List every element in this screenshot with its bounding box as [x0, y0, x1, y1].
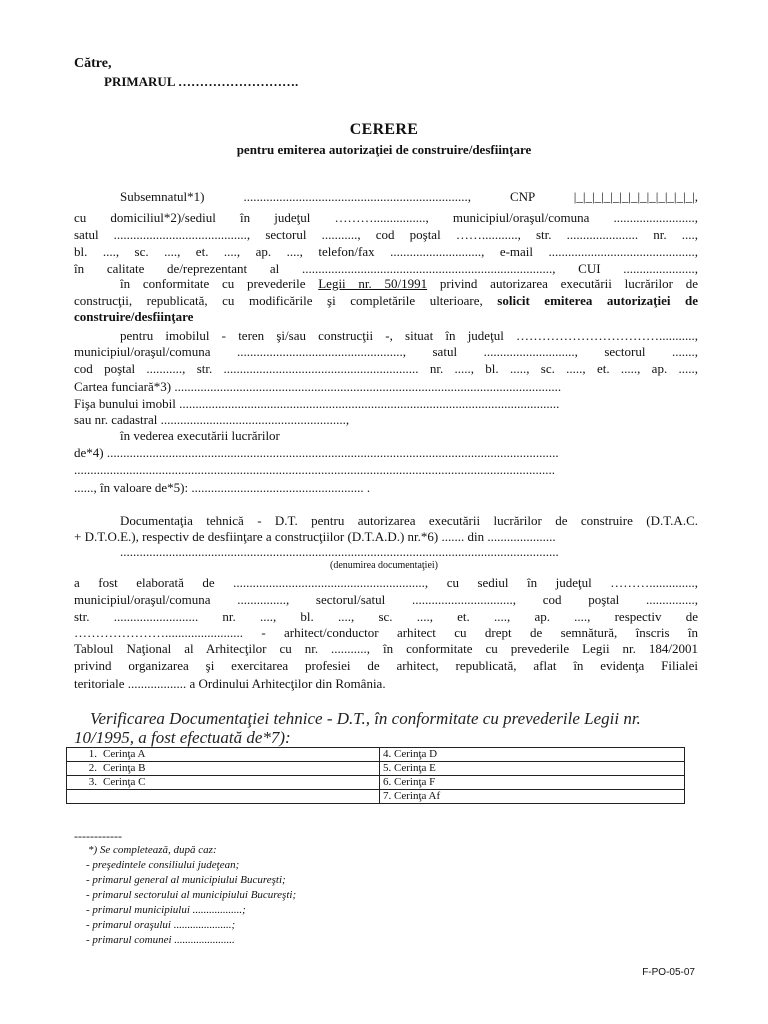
doc-line-7: …………………........................ - arhitect/conductor arhitect cu drept de semnătură, înscris în: [74, 625, 698, 640]
requirement-right-cell: 5. Cerinţa E: [380, 762, 685, 776]
legal-text-a: în conformitate cu prevederile: [120, 276, 306, 291]
applicant-line-1: Subsemnatul*1) ....................................................................., CNP |_|_|_|_|_|_|_|_|_|_|_|_|_|,: [120, 189, 698, 204]
mayor-line: [104, 74, 298, 90]
legal-text-b: privind autorizarea executării lucrărilor de: [439, 276, 698, 291]
property-line-2: municipiul/oraşul/comuna ..................................................., satul ............................, sectorul .......,: [74, 344, 698, 359]
requirements-table: [66, 747, 685, 804]
doc-line-4: a fost elaborată de ..........................................................., cu sediul în judeţul ………..............,: [74, 575, 698, 590]
requirement-left-cell: [67, 762, 380, 776]
applicant-line-4: bl. ...., sc. ...., et. ...., ap. ...., telefon/fax ............................, e-mail .............................................,: [74, 244, 698, 259]
applicant-line-2: cu domiciliul*2)/sediul în judeţul ………................, municipiul/oraşul/comuna .........................,: [74, 210, 698, 225]
works-line-4: ......, în valoare de*5): ..................................................... .: [74, 480, 371, 495]
requirement-right-cell: 7. Cerinţa Af: [380, 790, 685, 804]
doc-line-10: teritoriale .................. a Ordinului Arhitecţilor din România.: [74, 676, 386, 691]
footnote-item: - primarul general al municipiului Bucureşti;: [86, 874, 286, 886]
table-row: [67, 790, 685, 804]
requirement-right-cell: 6. Cerinţa F: [380, 776, 685, 790]
document-title: CERERE: [349, 121, 419, 138]
table-row: [67, 762, 685, 776]
doc-line-9: privind organizarea şi exercitarea profesiei de arhitect, republicată, aflat în evidenţa Filialei: [74, 658, 698, 673]
works-line-2: de*4) ...........................................................................................................................................: [74, 445, 559, 460]
property-line-1: pentru imobilul - teren şi/sau construcţii -, situat în judeţul ……………………………...........,: [120, 328, 698, 343]
footnote-item: - preşedintele consiliului judeţean;: [86, 859, 240, 871]
requirement-number: 3.: [88, 776, 97, 788]
verification-heading-line-1: Verificarea Documentaţiei tehnice - D.T., în conformitate cu prevederile Legii nr.: [90, 709, 641, 728]
legal-text-c: construcţii, republicată, cu modificările şi completările ulterioare,: [74, 293, 483, 308]
requirement-label: Cerinţa A: [103, 748, 146, 760]
verification-heading-line-2: 10/1995, a fost efectuată de*7):: [74, 728, 291, 747]
requirement-label: Cerinţa C: [103, 776, 146, 788]
requirement-number: 2.: [88, 762, 97, 774]
property-line-3: cod poştal ..........., str. ............................................................ nr. ....., bl. ....., sc. ....., et. ....., ap. .....,: [74, 361, 698, 376]
requirement-number: 1.: [88, 748, 97, 760]
requirement-left-cell: [67, 776, 380, 790]
property-line-5: Fişa bunului imobil .....................................................................................................................: [74, 396, 560, 411]
doc-line-8: Tabloul Naţional al Arhitecţilor cu nr. ..........., în conformitate cu prevederile Legii nr. 184/2001: [74, 641, 698, 656]
applicant-line-5: în calitate de/reprezentant al ............................................................................., CUI ......................,: [74, 261, 698, 276]
table-row: [67, 748, 685, 762]
document-subtitle: pentru emiterea autorizaţiei de construire/desfiinţare: [236, 142, 532, 157]
recipient-label: Către,: [74, 56, 112, 71]
law-50-1991-reference: Legii nr. 50/1991: [318, 276, 428, 291]
footnote-item: - primarul oraşului .....................;: [86, 919, 236, 931]
doc-line-2: + D.T.O.E.), respectiv de desfiinţare a construcţiilor (D.T.A.D.) nr.*6) ....... din .....................: [74, 529, 556, 544]
requirement-left-cell: [67, 790, 380, 804]
doc-line-5: municipiul/oraşul/comuna ..............., sectorul/satul ..............................., cod poştal ...............,: [74, 592, 698, 607]
property-line-6: sau nr. cadastral .........................................................,: [74, 412, 350, 427]
legal-line-1: [120, 276, 698, 292]
form-code: F-PO-05-07: [642, 967, 695, 978]
requirement-right-cell: 4. Cerinţa D: [380, 748, 685, 762]
requirement-left-cell: [67, 748, 380, 762]
doc-line-3: .......................................................................................................................................: [120, 544, 559, 559]
doc-name-caption: (denumirea documentaţiei): [329, 560, 438, 571]
mayor-label: PRIMARUL ……………………….: [104, 74, 299, 89]
works-line-3: ....................................................................................................................................................: [74, 462, 555, 477]
footnote-intro: *) Se completează, după caz:: [88, 844, 217, 856]
table-row: [67, 776, 685, 790]
applicant-line-3: satul ........................................., sectorul ..........., cod poştal ……..........., str. ...................... nr. ....,: [74, 227, 698, 242]
doc-line-6: str. .......................... nr. ...., bl. ...., sc. ...., et. ...., ap. ...., respectiv de: [74, 609, 698, 624]
legal-line-3: construire/desfiinţare: [74, 309, 194, 324]
works-line-1: în vederea executării lucrărilor: [120, 428, 280, 443]
footnote-separator: ------------: [74, 829, 122, 843]
footnote-item: - primarul sectorului al municipiului Bucureşti;: [86, 889, 297, 901]
request-statement: solicit emiterea autorizaţiei de: [497, 293, 698, 308]
doc-line-1: Documentaţia tehnică - D.T. pentru autorizarea executării lucrărilor de construire (D.T.A.C.: [120, 513, 698, 528]
requirement-label: Cerinţa B: [103, 762, 146, 774]
footnote-item: - primarul municipiului ..................;: [86, 904, 246, 916]
legal-line-2: [74, 293, 698, 309]
property-line-4: Cartea funciară*3) .......................................................................................................................: [74, 379, 562, 394]
footnote-item: - primarul comunei ......................: [86, 934, 235, 946]
